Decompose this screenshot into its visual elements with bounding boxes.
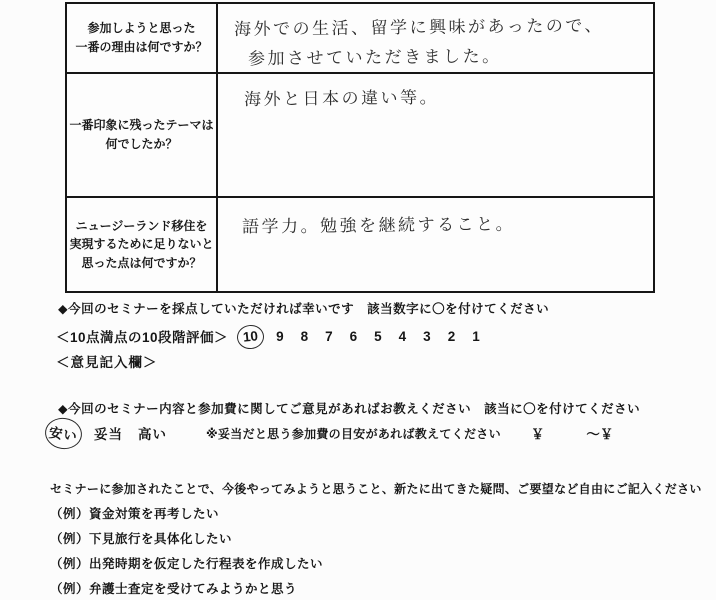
price-section-header: ◆今回のセミナー内容と参加費に関してご意見があればお教えください 該当に〇を付けてください: [58, 402, 641, 416]
question-cell-lacking: [67, 198, 218, 291]
score-option: 6: [349, 328, 358, 344]
table-row: [67, 4, 653, 74]
score-scale-label: ＜10点満点の10段階評価＞: [56, 330, 229, 345]
score-option: 1: [472, 328, 480, 344]
question-text-line: 参加しようと思った: [87, 21, 196, 36]
questionnaire-table: [65, 2, 655, 293]
example-line: （例）下見旅行を具体化したい: [50, 532, 233, 546]
handwritten-answer-line: 参加させていただきました。: [247, 46, 502, 69]
question-cell-reason: [67, 4, 218, 72]
score-option: 9: [276, 328, 284, 344]
price-option-row: [48, 422, 613, 444]
price-option: 妥当: [94, 427, 123, 442]
score-option: 2: [447, 328, 456, 344]
question-text-line: 何でしたか？: [105, 137, 178, 151]
question-cell-theme: [67, 74, 218, 196]
selected-price-circle: [43, 416, 84, 452]
score-option: 4: [398, 328, 407, 344]
answer-cell-reason: [218, 4, 653, 72]
answer-cell-theme: [218, 74, 653, 196]
yen-from-label: ￥: [530, 427, 545, 442]
score-section-header: ◆今回のセミナーを採点していただければ幸いです 該当数字に〇を付けてください: [58, 302, 550, 316]
handwritten-answer-line: 海外と日本の違い等。: [243, 87, 440, 110]
table-row: [67, 74, 653, 198]
score-option: 7: [325, 328, 333, 344]
opinion-entry-label: ＜意見記入欄＞: [56, 355, 158, 370]
answer-cell-lacking: [218, 198, 653, 291]
question-text-line: 一番の理由は何ですか？: [75, 40, 208, 54]
question-text-line: 実現するために足りないと: [69, 237, 214, 252]
table-row: [67, 198, 653, 291]
score-option: 3: [423, 328, 431, 344]
free-entry-instruction: セミナーに参加されたことで、今後やってみようと思うこと、新たに出てきた疑問、ご要望など自由にご記入ください: [50, 482, 702, 496]
handwritten-answer-line: 海外での生活、留学に興味があったので、: [233, 16, 605, 39]
question-text-line: 一番印象に残ったテーマは: [69, 118, 214, 133]
price-option: 安い: [47, 425, 79, 444]
question-text-line: 思った点は何ですか？: [81, 255, 202, 270]
question-text-line: ニュージーランド移住を: [75, 218, 208, 233]
example-line: （例）弁護士査定を受けてみようかと思う: [50, 582, 298, 596]
score-option: 10: [242, 327, 259, 345]
price-note: ※妥当だと思う参加費の目安があれば教えてください: [206, 426, 501, 441]
score-option: 5: [374, 328, 382, 344]
selected-score-circle: [236, 323, 265, 350]
score-option: 8: [300, 328, 309, 344]
score-scale-row: [56, 326, 497, 346]
handwritten-answer-line: 語学力。勉強を継続すること。: [241, 214, 516, 237]
price-option: 高い: [138, 427, 167, 442]
example-line: （例）出発時期を仮定した行程表を作成したい: [50, 557, 324, 571]
yen-to-label: ～￥: [586, 427, 614, 442]
example-line: （例）資金対策を再考したい: [50, 507, 220, 521]
